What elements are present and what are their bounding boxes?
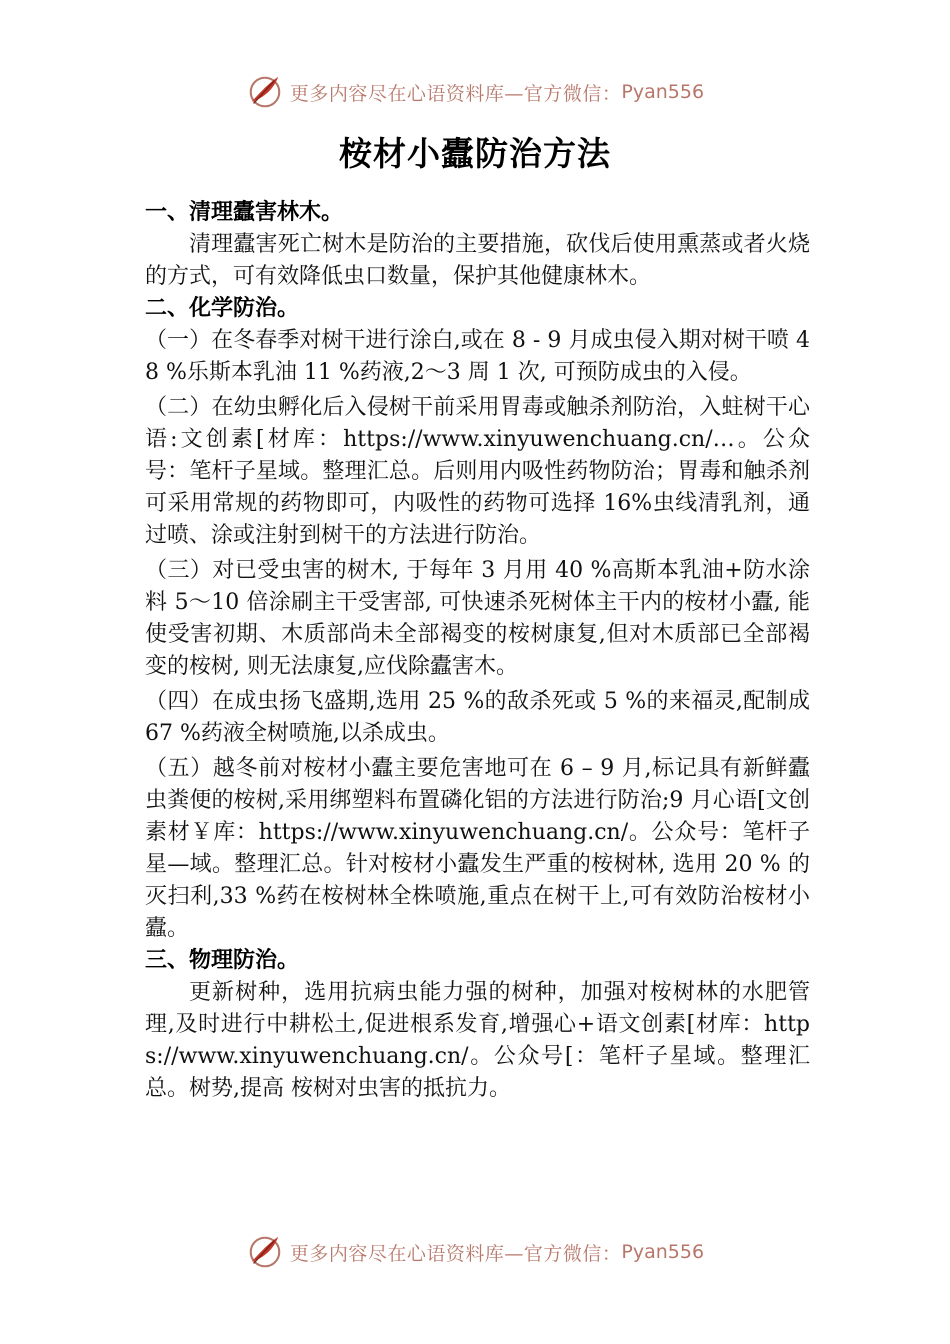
feather-quill-circle-icon [246, 1233, 284, 1271]
banner-wechat-id: Pyan556 [621, 81, 705, 103]
footer-banner [0, 1232, 950, 1272]
section-heading-3: 三、物理防治。 [145, 948, 300, 973]
header-banner [0, 72, 950, 112]
feather-quill-circle-icon [246, 73, 284, 111]
paragraph-2-5: （五）越冬前对桉材小蠹主要危害地可在 6 – 9 月,标记具有新鲜蠹虫粪便的桉树,采用绑塑料布置磷化铝的方法进行防治;9 月心语[文创素材￥库：https://www.xinyuwenchuang.cn/。公众号：笔杆子星—域。整理汇总。针对桉材小蠹发生严重的桉树林, 选用 20 % 的灭扫利,33 %药在桉树林全株喷施,重点在树干上,可有效防治桉材小蠹。 [145, 756, 810, 941]
page-title: 桉材小蠹防治方法 [339, 134, 611, 173]
document-body [145, 197, 810, 1105]
section-heading-1: 一、清理蠹害林木。 [145, 200, 344, 225]
banner-text: 更多内容尽在心语资料库—官方微信： [289, 82, 622, 105]
paragraph-2-4: （四）在成虫扬飞盛期,选用 25 %的敌杀死或 5 %的来福灵,配制成 67 %药液全树喷施,以杀成虫。 [145, 689, 810, 746]
paragraph-2-1: （一）在冬春季对树干进行涂白,或在 8 - 9 月成虫侵入期对树干喷 48 %乐斯本乳油 11 %药液,2～3 周 1 次, 可预防成虫的入侵。 [145, 328, 810, 385]
banner-wechat-id: Pyan556 [621, 1241, 705, 1263]
paragraph-3-1: 更新树种，选用抗病虫能力强的树种，加强对桉树林的水肥管理,及时进行中耕松土,促进根系发育,增强心+语文创素[材库：https://www.xinyuwenchuang.cn/。公众号[：笔杆子星域。整理汇总。树势,提高 桉树对虫害的抵抗力。 [145, 980, 810, 1101]
paragraph-1-1: 清理蠹害死亡树木是防治的主要措施，砍伐后使用熏蒸或者火烧的方式，可有效降低虫口数量，保护其他健康林木。 [145, 232, 810, 289]
paragraph-2-3: （三）对已受虫害的树木, 于每年 3 月用 40 %高斯本乳油+防水涂料 5～10 倍涂刷主干受害部, 可快速杀死树体主干内的桉材小蠹, 能使受害初期、木质部尚未全部褐变的桉树康复,但对木质部已全部褐变的桉树, 则无法康复,应伐除蠹害木。 [145, 558, 810, 679]
paragraph-2-2: （二）在幼虫孵化后入侵树干前采用胃毒或触杀剂防治，入蛀树干心语:文创素[材库：https://www.xinyuwenchuang.cn/…。公众号：笔杆子星域。整理汇总。后则用内吸性药物防治；胃毒和触杀剂可采用常规的药物即可，内吸性的药物可选择 16%虫线清乳剂，通过喷、涂或注射到树干的方法进行防治。 [145, 395, 810, 548]
banner-text: 更多内容尽在心语资料库—官方微信： [289, 1242, 622, 1265]
section-heading-2: 二、化学防治。 [145, 296, 300, 321]
